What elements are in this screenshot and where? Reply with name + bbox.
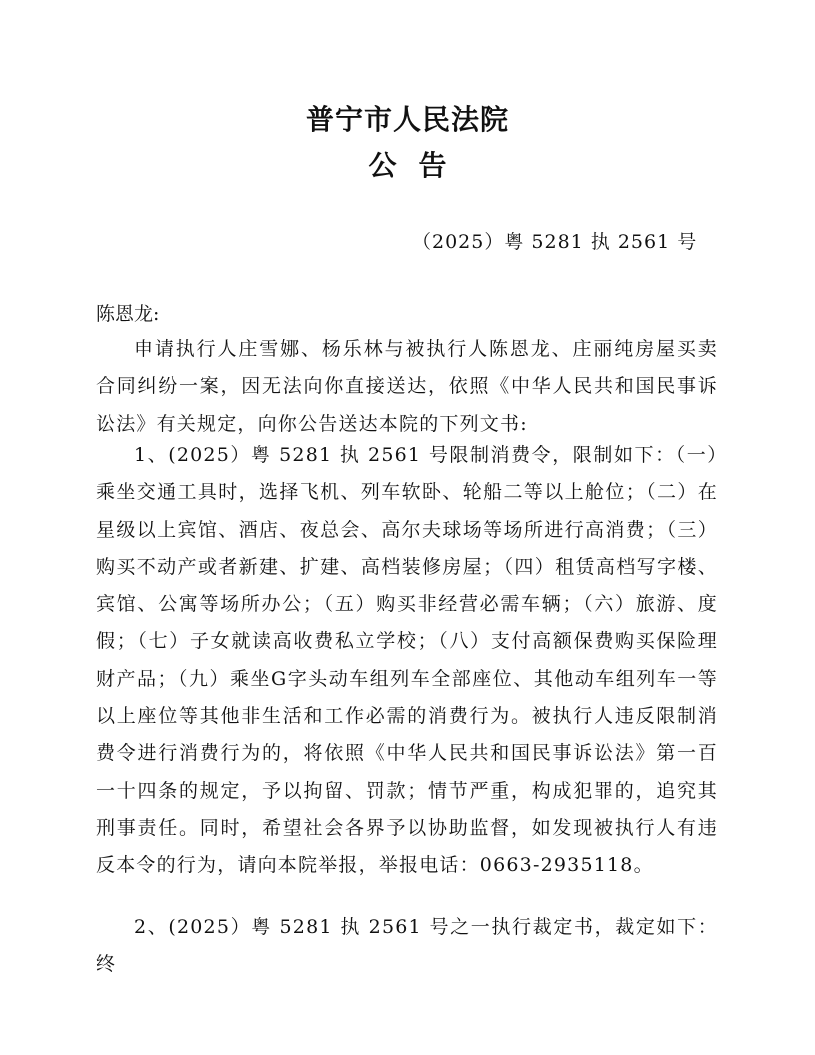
case-number: （2025）粤 5281 执 2561 号 xyxy=(412,231,698,253)
paragraph-intro: 申请执行人庄雪娜、杨乐林与被执行人陈恩龙、庄丽纯房屋买卖合同纠纷一案，因无法向你直接送达，依照《中华人民共和国民事诉讼法》有关规定，向你公告送达本院的下列文书: xyxy=(96,338,718,435)
addressee: 陈恩龙: xyxy=(96,303,160,325)
notice-title-part-2: 告 xyxy=(418,149,447,182)
paragraph-intro-block xyxy=(96,331,718,443)
notice-title xyxy=(0,146,815,186)
paragraph-consumption-restriction: 1、(2025）粤 5281 执 2561 号限制消费令，限制如下：（一）乘坐交通工具时，选择飞机、列车软卧、轮船二等以上舱位；（二）在星级以上宾馆、酒店、夜总会、高尔夫球场等场所进行高消费；（三）购买不动产或者新建、扩建、高档装修房屋；（四）租赁高档写字楼、宾馆、公寓等场所办公；（五）购买非经营必需车辆；（六）旅游、度假；（七）子女就读高收费私立学校；（八）支付高额保费购买保险理财产品；（九）乘坐G字头动车组列车全部座位、其他动车组列车一等以上座位等其他非生活和工作必需的消费行为。被执行人违反限制消费令进行消费行为的，将依照《中华人民共和国民事诉讼法》第一百一十四条的规定，予以拘留、罚款；情节严重，构成犯罪的，追究其刑事责任。同时，希望社会各界予以协助监督，如发现被执行人有违反本令的行为，请向本院举报，举报电话：0663-2935118。 xyxy=(96,444,718,877)
paragraph-consumption-restriction-block xyxy=(96,437,718,885)
court-name: 普宁市人民法院 xyxy=(305,103,509,136)
paragraph-enforcement-ruling: 2、(2025）粤 5281 执 2561 号之一执行裁定书，裁定如下：终 xyxy=(96,916,718,976)
paragraph-enforcement-ruling-block xyxy=(96,909,718,984)
notice-title-part-1: 公 xyxy=(368,149,397,182)
